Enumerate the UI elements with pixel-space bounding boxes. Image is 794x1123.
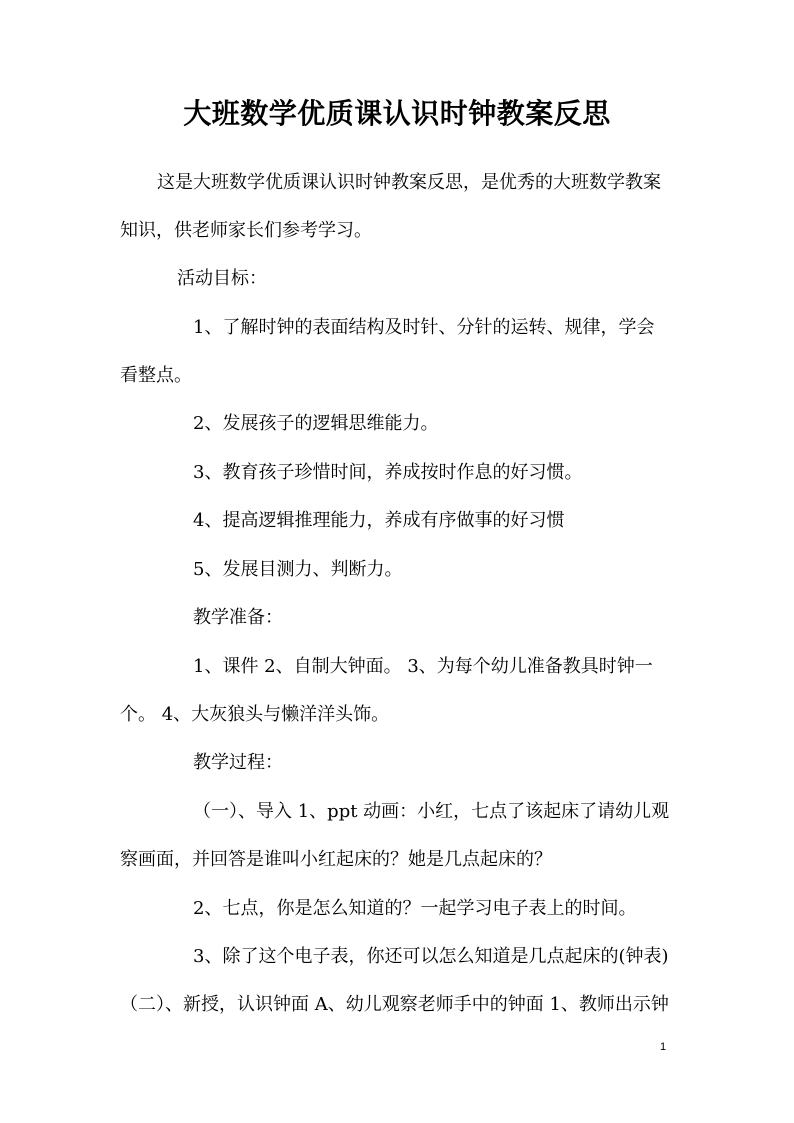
goal-item-3: 3、教育孩子珍惜时间，养成按时作息的好习惯。: [193, 462, 583, 483]
section-heading-goals: 活动目标：: [177, 268, 267, 289]
process-line-2: 察画面，并回答是谁叫小红起床的？她是几点起床的？: [120, 849, 552, 870]
goal-item-1: 1、了解时钟的表面结构及时针、分针的运转、规律，学会: [193, 317, 655, 338]
goal-item-4: 4、提高逻辑推理能力，养成有序做事的好习惯: [193, 510, 565, 531]
page-number: 1: [660, 1041, 667, 1053]
preparation-line-1: 1、课件 2、自制大钟面。 3、为每个幼儿准备教具时钟一: [193, 656, 653, 677]
process-line-4: 3、除了这个电子表，你还可以怎么知道是几点起床的(钟表): [193, 946, 669, 967]
paragraph-line-intro-2: 知识，供老师家长们参考学习。: [120, 220, 372, 241]
goal-item-1-continued: 看整点。: [120, 365, 192, 386]
process-line-5: （二）、新授，认识钟面 A、幼儿观察老师手中的钟面 1、教师出示钟: [120, 994, 669, 1015]
process-line-3: 2、七点，你是怎么知道的？一起学习电子表上的时间。: [193, 898, 637, 919]
process-line-1: （一）、导入 1、ppt 动画：小红，七点了该起床了请幼儿观: [193, 801, 670, 822]
section-heading-process: 教学过程：: [193, 752, 283, 773]
paragraph-line-intro-1: 这是大班数学优质课认识时钟教案反思，是优秀的大班数学教案: [157, 172, 661, 193]
document-title: 大班数学优质课认识时钟教案反思: [183, 97, 611, 130]
goal-item-2: 2、发展孩子的逻辑思维能力。: [193, 413, 439, 434]
preparation-line-2: 个。 4、大灰狼头与懒洋洋头饰。: [120, 704, 390, 725]
section-heading-preparation: 教学准备：: [193, 607, 283, 628]
goal-item-5: 5、发展目测力、判断力。: [193, 559, 403, 580]
